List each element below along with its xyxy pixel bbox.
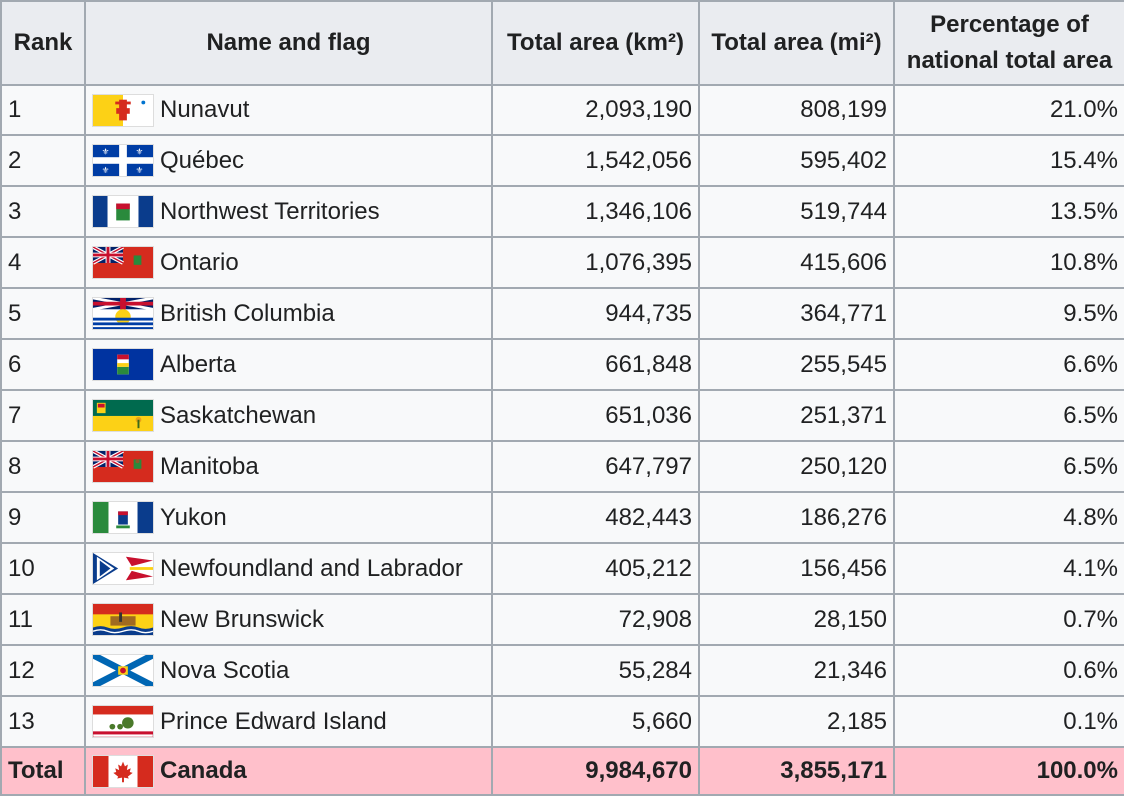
rank-header[interactable]: Rank (1, 1, 85, 85)
area-km2-cell: 944,735 (492, 288, 699, 339)
saskatchewan-flag-icon[interactable] (92, 399, 154, 432)
name-cell (85, 135, 492, 186)
percent-header[interactable]: Percentage of national total area (894, 1, 1124, 85)
province-link[interactable]: Northwest Territories (160, 197, 380, 225)
country-link[interactable]: Canada (160, 757, 247, 784)
area-mi2-cell: 808,199 (699, 85, 894, 135)
alberta-flag-icon[interactable] (92, 348, 154, 381)
percent-cell: 0.1% (894, 696, 1124, 747)
rank-cell: 3 (1, 186, 85, 237)
province-link[interactable]: Yukon (160, 503, 227, 531)
nova-scotia-flag-icon[interactable] (92, 654, 154, 687)
percent-cell: 4.8% (894, 492, 1124, 543)
province-link[interactable]: Nova Scotia (160, 656, 290, 684)
name-cell (85, 594, 492, 645)
area-mi2-cell: 519,744 (699, 186, 894, 237)
area-km2-cell: 651,036 (492, 390, 699, 441)
area-km2-cell: 1,542,056 (492, 135, 699, 186)
table-row (1, 237, 1124, 288)
name-cell (85, 747, 492, 795)
table-row (1, 594, 1124, 645)
table-row (1, 696, 1124, 747)
svg-text:⚜: ⚜ (101, 146, 110, 157)
area-km2-cell: 661,848 (492, 339, 699, 390)
province-link[interactable]: Saskatchewan (160, 401, 317, 429)
svg-text:⚜: ⚜ (101, 165, 110, 176)
area-km2-cell: 405,212 (492, 543, 699, 594)
header-row (1, 1, 1124, 85)
pei-flag-icon[interactable] (92, 705, 154, 738)
area-mi2-cell: 251,371 (699, 390, 894, 441)
rank-cell: 13 (1, 696, 85, 747)
area-km2-cell: 2,093,190 (492, 85, 699, 135)
percent-cell: 21.0% (894, 85, 1124, 135)
table-row (1, 645, 1124, 696)
table-row (1, 186, 1124, 237)
newfoundland-flag-icon[interactable] (92, 552, 154, 585)
nunavut-flag-icon[interactable] (92, 94, 154, 127)
area-mi2-cell: 250,120 (699, 441, 894, 492)
percent-cell: 4.1% (894, 543, 1124, 594)
table-row (1, 543, 1124, 594)
percent-cell: 6.5% (894, 441, 1124, 492)
yukon-flag-icon[interactable] (92, 501, 154, 534)
area-mi2-cell: 186,276 (699, 492, 894, 543)
rank-cell: 7 (1, 390, 85, 441)
area-km2-cell: 1,346,106 (492, 186, 699, 237)
percent-cell: 6.6% (894, 339, 1124, 390)
name-cell (85, 186, 492, 237)
svg-text:⚜: ⚜ (135, 165, 144, 176)
table-row (1, 85, 1124, 135)
province-link[interactable]: Alberta (160, 350, 237, 378)
area-mi2-cell: 255,545 (699, 339, 894, 390)
area-mi2-cell: 415,606 (699, 237, 894, 288)
name-cell (85, 492, 492, 543)
name-cell (85, 645, 492, 696)
province-link[interactable]: Manitoba (160, 452, 259, 480)
name-cell (85, 288, 492, 339)
total-row (1, 747, 1124, 795)
province-link[interactable]: Prince Edward Island (160, 707, 387, 735)
rank-cell: 8 (1, 441, 85, 492)
name-cell (85, 237, 492, 288)
percent-cell: 0.7% (894, 594, 1124, 645)
table-row (1, 390, 1124, 441)
percent-cell: 15.4% (894, 135, 1124, 186)
area-km2-cell: 5,660 (492, 696, 699, 747)
area-km2-cell: 482,443 (492, 492, 699, 543)
province-link[interactable]: Newfoundland and Labrador (160, 554, 463, 582)
british-columbia-flag-icon[interactable] (92, 297, 154, 330)
province-link[interactable]: British Columbia (160, 299, 335, 327)
province-link[interactable]: Nunavut (160, 96, 250, 123)
rank-cell: 4 (1, 237, 85, 288)
area-mi2-cell: 21,346 (699, 645, 894, 696)
total-area-mi2-cell: 3,855,171 (699, 747, 894, 795)
area-mi2-cell: 364,771 (699, 288, 894, 339)
table-row (1, 339, 1124, 390)
total-label-cell: Total (1, 747, 85, 795)
province-link[interactable]: Québec (160, 146, 245, 174)
area-mi2-header[interactable]: Total area (mi²) (699, 1, 894, 85)
total-percent-cell: 100.0% (894, 747, 1124, 795)
new-brunswick-flag-icon[interactable] (92, 603, 154, 636)
area-km2-header[interactable]: Total area (km²) (492, 1, 699, 85)
area-mi2-cell: 28,150 (699, 594, 894, 645)
table-row (1, 492, 1124, 543)
area-mi2-cell: 595,402 (699, 135, 894, 186)
name-cell (85, 85, 492, 135)
table-row (1, 135, 1124, 186)
rank-cell: 12 (1, 645, 85, 696)
canada-flag-icon[interactable] (92, 755, 154, 788)
ontario-flag-icon[interactable] (92, 246, 154, 279)
table-row (1, 441, 1124, 492)
rank-cell: 5 (1, 288, 85, 339)
rank-cell: 9 (1, 492, 85, 543)
area-km2-cell: 72,908 (492, 594, 699, 645)
name-cell (85, 339, 492, 390)
percent-cell: 13.5% (894, 186, 1124, 237)
manitoba-flag-icon[interactable] (92, 450, 154, 483)
name-cell (85, 543, 492, 594)
percent-cell: 9.5% (894, 288, 1124, 339)
rank-cell: 2 (1, 135, 85, 186)
rank-cell: 1 (1, 85, 85, 135)
rank-cell: 11 (1, 594, 85, 645)
quebec-flag-icon[interactable] (92, 144, 154, 177)
area-km2-cell: 55,284 (492, 645, 699, 696)
area-km2-cell: 647,797 (492, 441, 699, 492)
name-cell (85, 696, 492, 747)
province-link[interactable]: Ontario (160, 248, 239, 276)
rank-cell: 10 (1, 543, 85, 594)
area-mi2-cell: 2,185 (699, 696, 894, 747)
percent-cell: 6.5% (894, 390, 1124, 441)
name-header[interactable]: Name and flag (85, 1, 492, 85)
total-area-km2-cell: 9,984,670 (492, 747, 699, 795)
area-km2-cell: 1,076,395 (492, 237, 699, 288)
name-cell (85, 441, 492, 492)
percent-cell: 0.6% (894, 645, 1124, 696)
area-mi2-cell: 156,456 (699, 543, 894, 594)
svg-text:⚜: ⚜ (135, 146, 144, 157)
percent-cell: 10.8% (894, 237, 1124, 288)
rank-cell: 6 (1, 339, 85, 390)
northwest-territories-flag-icon[interactable] (92, 195, 154, 228)
name-cell (85, 390, 492, 441)
province-link[interactable]: New Brunswick (160, 605, 325, 633)
table-row (1, 288, 1124, 339)
